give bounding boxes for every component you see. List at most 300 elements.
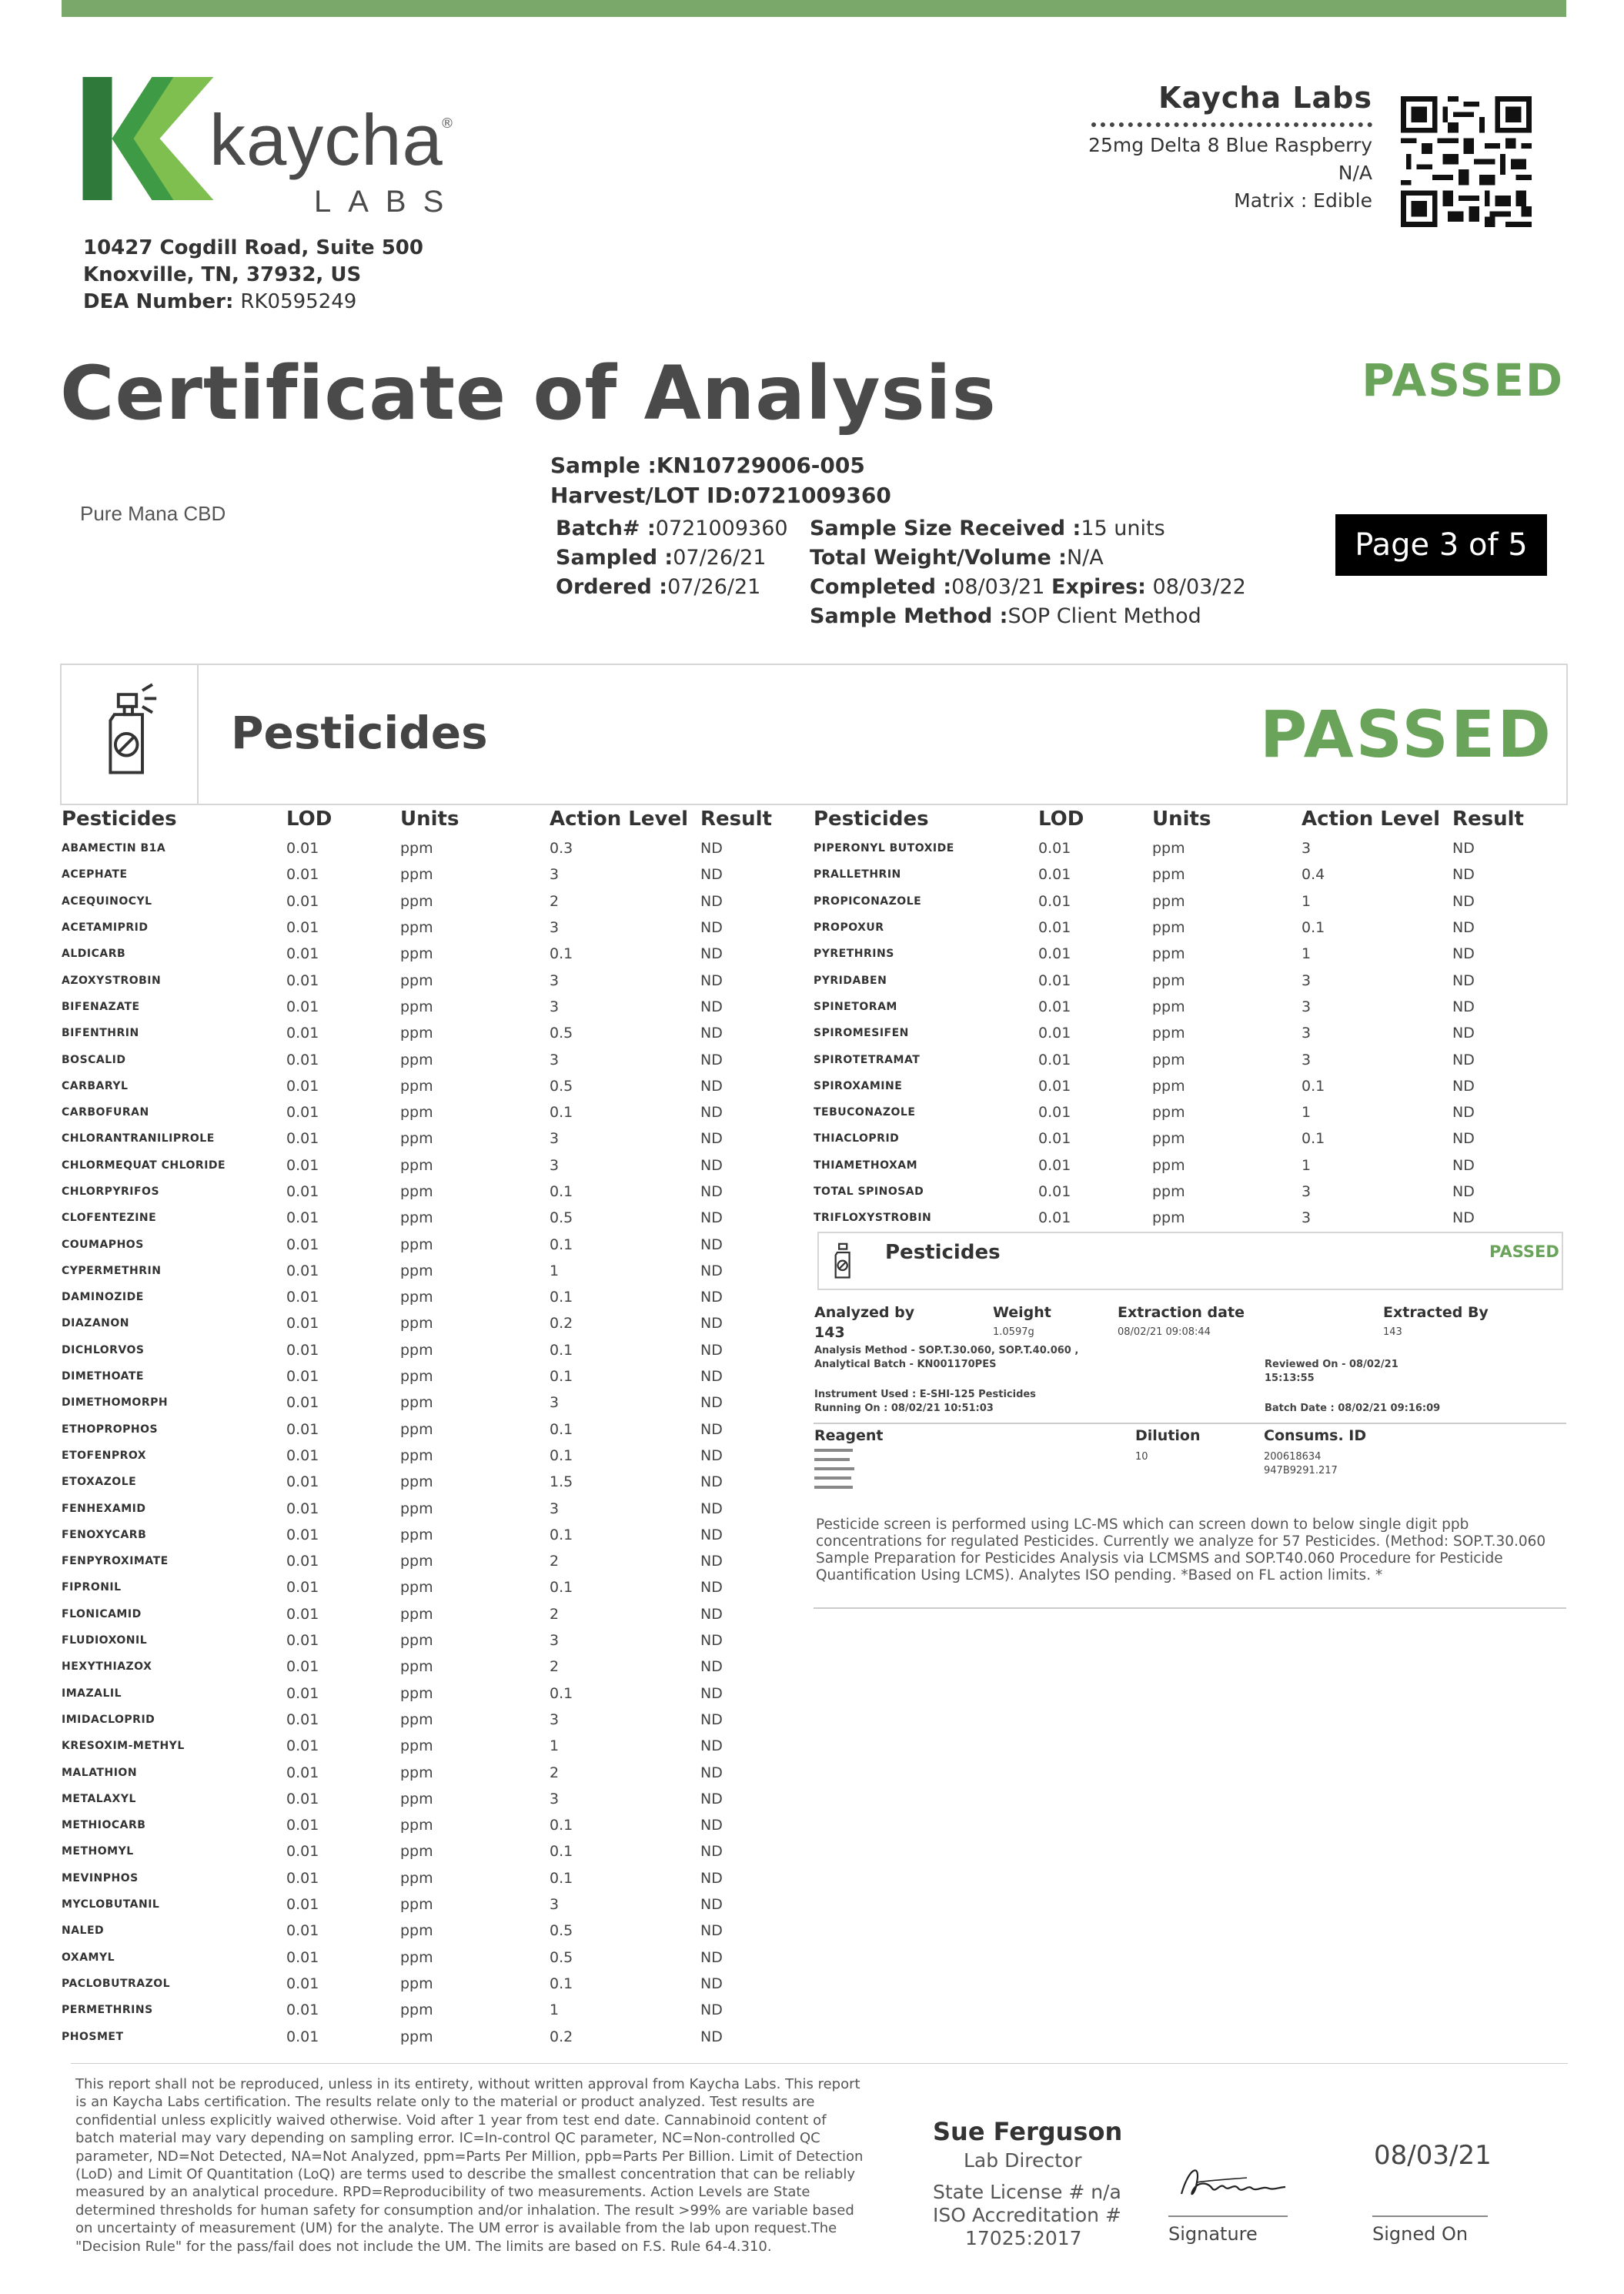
pesticide-name: HEXYTHIAZOX xyxy=(62,1660,152,1674)
lod-value: 0.01 xyxy=(286,1710,319,1728)
units-value: ppm xyxy=(400,1025,433,1042)
result-value: ND xyxy=(700,840,723,858)
sample-meta-right: Sample Size Received :15 units Total Weight/Volume :N/A Completed :08/03/21 Expires: 08/03/22 Sample Method :SOP Client Method xyxy=(810,517,1246,628)
lod-value: 0.01 xyxy=(286,1315,319,1333)
batch-date: Batch Date : 08/02/21 09:16:09 xyxy=(1265,1403,1441,1414)
units-value: ppm xyxy=(400,1394,433,1412)
result-value: ND xyxy=(700,1077,723,1095)
units-value: ppm xyxy=(1152,1130,1185,1148)
units-value: ppm xyxy=(1152,971,1185,989)
table-row xyxy=(814,941,1529,967)
lod-value: 0.01 xyxy=(286,919,319,937)
action-level-value: 3 xyxy=(1302,1209,1312,1227)
pesticide-name: PHOSMET xyxy=(62,2030,124,2043)
analyzed-by-label: Analyzed by xyxy=(814,1304,915,1321)
col-pesticides: Pesticides xyxy=(62,808,177,831)
result-value: ND xyxy=(700,1975,723,1992)
header-right xyxy=(1088,81,1372,215)
action-level-value: 3 xyxy=(550,971,560,989)
lod-value: 0.01 xyxy=(286,1394,319,1412)
section-status-badge: PASSED xyxy=(1259,697,1553,772)
action-level-value: 0.1 xyxy=(550,1341,573,1359)
table-row xyxy=(62,1258,777,1284)
pesticide-name: CLOFENTEZINE xyxy=(62,1212,157,1225)
lod-value: 0.01 xyxy=(1038,1051,1071,1068)
sampled-date: 07/26/21 xyxy=(673,546,767,570)
action-level-value: 0.5 xyxy=(550,1922,573,1940)
table-row xyxy=(62,1759,777,1785)
address-line-2: Knoxville, TN, 37932, US xyxy=(83,263,362,286)
action-level-value: 3 xyxy=(1302,1051,1312,1068)
units-value: ppm xyxy=(1152,1025,1185,1042)
result-value: ND xyxy=(700,1156,723,1174)
action-level-value: 3 xyxy=(550,1130,560,1148)
pesticide-name: CHLORMEQUAT CHLORIDE xyxy=(62,1159,226,1172)
pesticide-name: FIPRONIL xyxy=(62,1581,122,1594)
lod-value: 0.01 xyxy=(286,1869,319,1887)
pesticide-name: METHOMYL xyxy=(62,1845,134,1858)
action-level-value: 1 xyxy=(550,2001,560,2019)
pesticide-name: SPIROTETRAMAT xyxy=(814,1053,921,1066)
action-level-value: 0.1 xyxy=(550,1289,573,1306)
units-value: ppm xyxy=(1152,945,1185,963)
table-row xyxy=(62,1918,777,1944)
units-value: ppm xyxy=(400,919,433,937)
completed-date: 08/03/21 xyxy=(951,575,1045,599)
table-row xyxy=(62,1469,777,1495)
pesticide-name: CHLORANTRANILIPROLE xyxy=(62,1132,215,1145)
table-row xyxy=(814,1073,1529,1099)
dotted-divider xyxy=(1091,122,1372,132)
pesticide-name: FENHEXAMID xyxy=(62,1502,146,1515)
col-lod: LOD xyxy=(1038,808,1084,831)
units-value: ppm xyxy=(400,1368,433,1386)
col-result: Result xyxy=(700,808,772,831)
action-level-value: 3 xyxy=(1302,1025,1312,1042)
lod-value: 0.01 xyxy=(1038,919,1071,937)
lod-value: 0.01 xyxy=(286,892,319,910)
pesticide-name: PROPICONAZOLE xyxy=(814,895,922,908)
action-level-value: 3 xyxy=(1302,840,1312,858)
pesticide-name: METHIOCARB xyxy=(62,1819,146,1832)
action-level-value: 3 xyxy=(550,1896,560,1914)
pesticide-name: PACLOBUTRAZOL xyxy=(62,1977,171,1990)
lod-value: 0.01 xyxy=(1038,866,1071,884)
banner-icon-box xyxy=(60,664,199,805)
lod-value: 0.01 xyxy=(286,1737,319,1755)
lod-value: 0.01 xyxy=(286,866,319,884)
qr-code-icon[interactable] xyxy=(1401,96,1532,227)
result-value: ND xyxy=(700,1896,723,1914)
action-level-value: 0.1 xyxy=(550,1104,573,1122)
pesticide-name: DAMINOZIDE xyxy=(62,1291,144,1304)
lab-name: Kaycha Labs xyxy=(1158,81,1372,115)
action-level-value: 3 xyxy=(550,866,560,884)
table-row xyxy=(814,888,1529,915)
result-value: ND xyxy=(700,1605,723,1623)
signed-on-line xyxy=(1372,2215,1488,2217)
result-value: ND xyxy=(700,1843,723,1861)
lod-value: 0.01 xyxy=(286,1553,319,1570)
table-row xyxy=(814,861,1529,888)
action-level-value: 0.1 xyxy=(550,1817,573,1834)
pesticide-name: ETOXAZOLE xyxy=(62,1476,137,1489)
units-value: ppm xyxy=(400,945,433,963)
action-level-value: 3 xyxy=(550,1394,560,1412)
weight-value: 1.0597g xyxy=(993,1326,1034,1338)
action-level-value: 0.1 xyxy=(1302,1077,1325,1095)
table-row xyxy=(62,1099,777,1125)
table-row xyxy=(62,1389,777,1416)
consums-id-1: 200618634 xyxy=(1264,1451,1322,1463)
summary-status-badge: PASSED xyxy=(1489,1242,1559,1261)
signer-license: State License # n/a ISO Accreditation # 17025:2017 xyxy=(933,2181,1121,2249)
action-level-value: 0.2 xyxy=(550,1315,573,1333)
table-row xyxy=(62,1125,777,1152)
reagent-label: Reagent xyxy=(814,1427,884,1444)
table-row xyxy=(62,1522,777,1548)
action-level-value: 3 xyxy=(550,1051,560,1068)
result-value: ND xyxy=(700,971,723,989)
table-row xyxy=(62,1179,777,1205)
units-value: ppm xyxy=(400,840,433,858)
units-value: ppm xyxy=(400,1710,433,1728)
result-value: ND xyxy=(1452,945,1475,963)
units-value: ppm xyxy=(400,1104,433,1122)
pesticide-name: TOTAL SPINOSAD xyxy=(814,1185,924,1198)
action-level-value: 1 xyxy=(1302,1104,1312,1122)
lod-value: 0.01 xyxy=(1038,971,1071,989)
ordered-date: 07/26/21 xyxy=(667,575,761,599)
result-value: ND xyxy=(1452,1104,1475,1122)
lod-value: 0.01 xyxy=(286,1605,319,1623)
units-value: ppm xyxy=(1152,1209,1185,1227)
units-value: ppm xyxy=(400,1684,433,1702)
pesticide-name: PYRIDABEN xyxy=(814,974,887,987)
pesticide-name: DIMETHOMORPH xyxy=(62,1396,169,1410)
result-value: ND xyxy=(700,1025,723,1042)
action-level-value: 0.2 xyxy=(550,2028,573,2045)
analysis-method: Analysis Method - SOP.T.30.060, SOP.T.40.060 , xyxy=(814,1345,1079,1356)
lod-value: 0.01 xyxy=(286,1289,319,1306)
dilution-value: 10 xyxy=(1135,1451,1148,1463)
pesticide-name: ETOFENPROX xyxy=(62,1449,147,1462)
result-value: ND xyxy=(700,1632,723,1650)
dea-number: DEA Number: RK0595249 xyxy=(83,290,357,313)
top-accent-bar xyxy=(62,0,1566,17)
lod-value: 0.01 xyxy=(286,1975,319,1992)
registered-mark: ® xyxy=(440,115,454,132)
pesticide-name: OXAMYL xyxy=(62,1951,115,1964)
extracted-by-label: Extracted By xyxy=(1383,1304,1489,1321)
pesticide-name: AZOXYSTROBIN xyxy=(62,974,162,987)
lod-value: 0.01 xyxy=(286,1526,319,1543)
pesticides-table-right xyxy=(814,803,1529,1231)
lod-value: 0.01 xyxy=(286,1764,319,1781)
pesticide-name: ETHOPROPHOS xyxy=(62,1423,159,1436)
signer-name: Sue Ferguson xyxy=(933,2117,1123,2146)
result-value: ND xyxy=(700,1420,723,1438)
pesticide-name: COUMAPHOS xyxy=(62,1238,144,1251)
action-level-value: 0.1 xyxy=(550,1869,573,1887)
action-level-value: 0.1 xyxy=(550,1236,573,1253)
table-row xyxy=(62,1284,777,1310)
reagent-ids-blurred-icon xyxy=(814,1447,860,1493)
table-row xyxy=(814,994,1529,1020)
pesticide-name: SPIROMESIFEN xyxy=(814,1027,909,1040)
action-level-value: 1 xyxy=(550,1262,560,1279)
units-value: ppm xyxy=(400,1579,433,1597)
pesticide-name: SPINETORAM xyxy=(814,1000,897,1013)
result-value: ND xyxy=(700,1948,723,1966)
result-value: ND xyxy=(700,1790,723,1807)
table-row xyxy=(62,1891,777,1918)
table-row xyxy=(62,915,777,941)
table-row xyxy=(62,1971,777,1997)
lod-value: 0.01 xyxy=(1038,945,1071,963)
pesticide-name: FENOXYCARB xyxy=(62,1528,147,1541)
action-level-value: 0.1 xyxy=(550,1843,573,1861)
lod-value: 0.01 xyxy=(286,2001,319,2019)
extracted-by-value: 143 xyxy=(1383,1326,1402,1338)
lod-value: 0.01 xyxy=(286,1209,319,1227)
units-value: ppm xyxy=(1152,1156,1185,1174)
result-value: ND xyxy=(700,1315,723,1333)
lod-value: 0.01 xyxy=(286,1896,319,1914)
units-value: ppm xyxy=(400,1341,433,1359)
col-result: Result xyxy=(1452,808,1524,831)
action-level-value: 0.1 xyxy=(550,1579,573,1597)
result-value: ND xyxy=(700,1104,723,1122)
pesticide-name: DIMETHOATE xyxy=(62,1370,144,1383)
action-level-value: 2 xyxy=(550,892,560,910)
action-level-value: 2 xyxy=(550,1605,560,1623)
product-name: 25mg Delta 8 Blue Raspberry xyxy=(1088,134,1372,156)
lod-value: 0.01 xyxy=(1038,998,1071,1015)
units-value: ppm xyxy=(400,1420,433,1438)
units-value: ppm xyxy=(1152,866,1185,884)
units-value: ppm xyxy=(400,1843,433,1861)
result-value: ND xyxy=(700,866,723,884)
table-row xyxy=(814,835,1529,861)
table-row xyxy=(62,1231,777,1257)
table-header-row xyxy=(62,803,777,835)
batch-number: 0721009360 xyxy=(655,517,788,540)
action-level-value: 2 xyxy=(550,1764,560,1781)
units-value: ppm xyxy=(400,1764,433,1781)
table-row xyxy=(62,1416,777,1443)
pesticide-name: METALAXYL xyxy=(62,1792,136,1805)
action-level-value: 0.3 xyxy=(550,840,573,858)
action-level-value: 1 xyxy=(550,1737,560,1755)
pesticide-name: PROPOXUR xyxy=(814,921,884,935)
col-action-level: Action Level xyxy=(550,808,688,831)
table-row xyxy=(62,1046,777,1072)
units-value: ppm xyxy=(400,892,433,910)
lod-value: 0.01 xyxy=(286,1183,319,1200)
table-row xyxy=(62,861,777,888)
lod-value: 0.01 xyxy=(286,1262,319,1279)
action-level-value: 0.1 xyxy=(550,945,573,963)
table-row xyxy=(62,1654,777,1680)
total-weight: N/A xyxy=(1066,546,1104,570)
units-value: ppm xyxy=(400,1156,433,1174)
units-value: ppm xyxy=(400,1975,433,1992)
lod-value: 0.01 xyxy=(286,1684,319,1702)
dilution-label: Dilution xyxy=(1135,1427,1201,1444)
result-value: ND xyxy=(700,1684,723,1702)
table-row xyxy=(62,1495,777,1521)
pesticide-name: CARBARYL xyxy=(62,1079,129,1092)
pesticide-name: PYRETHRINS xyxy=(814,948,894,961)
pesticide-name: MYCLOBUTANIL xyxy=(62,1898,160,1911)
pesticide-name: BIFENAZATE xyxy=(62,1000,140,1013)
pesticide-name: CARBOFURAN xyxy=(62,1106,149,1119)
result-value: ND xyxy=(700,1579,723,1597)
units-value: ppm xyxy=(1152,1051,1185,1068)
result-value: ND xyxy=(1452,919,1475,937)
pesticide-name: IMIDACLOPRID xyxy=(62,1713,155,1726)
analyzed-by-value: 143 xyxy=(814,1324,845,1341)
units-value: ppm xyxy=(400,1077,433,1095)
page-indicator: Page 3 of 5 xyxy=(1335,514,1547,576)
action-level-value: 3 xyxy=(550,1710,560,1728)
lod-value: 0.01 xyxy=(286,1051,319,1068)
pesticide-name: TRIFLOXYSTROBIN xyxy=(814,1212,932,1225)
lod-value: 0.01 xyxy=(286,1104,319,1122)
lod-value: 0.01 xyxy=(286,998,319,1015)
table-row xyxy=(62,1707,777,1733)
result-value: ND xyxy=(700,1341,723,1359)
table-row xyxy=(814,915,1529,941)
pesticide-name: FLONICAMID xyxy=(62,1607,142,1620)
table-row xyxy=(62,1733,777,1759)
table-row xyxy=(814,1046,1529,1072)
pesticide-name: DICHLORVOS xyxy=(62,1343,145,1356)
units-value: ppm xyxy=(400,1922,433,1940)
table-row xyxy=(62,2023,777,2049)
units-value: ppm xyxy=(400,2001,433,2019)
lod-value: 0.01 xyxy=(1038,1156,1071,1174)
units-value: ppm xyxy=(400,1790,433,1807)
result-value: ND xyxy=(1452,892,1475,910)
units-value: ppm xyxy=(400,1948,433,1966)
pesticide-name: CYPERMETHRIN xyxy=(62,1264,162,1277)
table-row xyxy=(814,967,1529,993)
units-value: ppm xyxy=(1152,892,1185,910)
result-value: ND xyxy=(700,1209,723,1227)
action-level-value: 0.1 xyxy=(550,1684,573,1702)
running-on: Running On : 08/02/21 10:51:03 xyxy=(814,1403,994,1414)
result-value: ND xyxy=(700,998,723,1015)
spray-bottle-icon xyxy=(829,1238,861,1281)
client-name: Pure Mana CBD xyxy=(80,502,226,525)
action-level-value: 0.1 xyxy=(550,1975,573,1992)
result-value: ND xyxy=(700,1473,723,1491)
result-value: ND xyxy=(700,2001,723,2019)
signer-role: Lab Director xyxy=(964,2149,1082,2172)
pesticide-name: MALATHION xyxy=(62,1766,138,1779)
table-row xyxy=(814,1205,1529,1231)
lod-value: 0.01 xyxy=(286,1368,319,1386)
action-level-value: 0.1 xyxy=(550,1420,573,1438)
units-value: ppm xyxy=(400,1236,433,1253)
consums-id-2: 947B9291.217 xyxy=(1264,1465,1338,1476)
lod-value: 0.01 xyxy=(1038,1104,1071,1122)
page-title: Certificate of Analysis xyxy=(60,350,997,436)
spray-bottle-icon xyxy=(102,681,162,781)
result-value: ND xyxy=(700,1183,723,1200)
result-value: ND xyxy=(700,1869,723,1887)
signature-label: Signature xyxy=(1168,2223,1258,2245)
extraction-date-label: Extraction date xyxy=(1118,1304,1245,1321)
table-row xyxy=(62,1574,777,1600)
action-level-value: 0.1 xyxy=(1302,1130,1325,1148)
action-level-value: 0.4 xyxy=(1302,866,1325,884)
consums-id-label: Consums. ID xyxy=(1264,1427,1367,1444)
result-value: ND xyxy=(700,1394,723,1412)
pesticide-name: PRALLETHRIN xyxy=(814,868,901,881)
disclaimer-text: This report shall not be reproduced, unless in its entirety, without written approval from Kaycha Labs. This report is an Kaycha Labs certification. The results relate only to the material or product analyzed. Test results are confidential unless explicitly waived otherwise. Void after 1 year from test end date. Cannabinoid content of batch material may vary depending on sampling error. IC=In-control QC parameter, NC=Non-controlled QC parameter, ND=Not Detected, NA=Not Analyzed, ppm=Parts Per Million, ppb=Parts Per Billion. Limit of Detection (LoD) and Limit Of Quantitation (LoQ) are terms used to describe the smallest concentration that can be reliably measured by an analytical procedure. RPD=Reproducibility of two measurements. Action Levels are State determined thresholds for human safety for consumption and/or inhalation. The result >99% are variable based on uncertainty of measurement (UM) for the analyte. The UM error is available from the lab upon request.The "Decision Rule" for the pass/fail does not include the UM. The limits are based on F.S. Rule 64-4.310. xyxy=(75,2076,864,2255)
action-level-value: 3 xyxy=(550,1500,560,1517)
units-value: ppm xyxy=(1152,998,1185,1015)
action-level-value: 1 xyxy=(1302,1156,1312,1174)
lod-value: 0.01 xyxy=(286,1948,319,1966)
units-value: ppm xyxy=(400,1737,433,1755)
table-row xyxy=(62,1310,777,1336)
table-row xyxy=(814,1179,1529,1205)
lod-value: 0.01 xyxy=(1038,1025,1071,1042)
logo-wordmark: kaycha xyxy=(209,99,443,180)
lab-address xyxy=(83,235,423,316)
extraction-date-value: 08/02/21 09:08:44 xyxy=(1118,1326,1211,1338)
result-value: ND xyxy=(700,1236,723,1253)
result-value: ND xyxy=(1452,1183,1475,1200)
action-level-value: 0.5 xyxy=(550,1948,573,1966)
table-row xyxy=(62,1337,777,1363)
pesticide-name: ALDICARB xyxy=(62,948,126,961)
action-level-value: 0.1 xyxy=(550,1183,573,1200)
reviewed-on: Reviewed On - 08/02/21 xyxy=(1265,1359,1398,1370)
units-value: ppm xyxy=(1152,919,1185,937)
table-row xyxy=(62,835,777,861)
result-value: ND xyxy=(700,919,723,937)
table-row xyxy=(62,1205,777,1231)
action-level-value: 3 xyxy=(550,919,560,937)
lod-value: 0.01 xyxy=(286,1658,319,1676)
pesticide-name: TEBUCONAZOLE xyxy=(814,1106,916,1119)
lod-value: 0.01 xyxy=(286,1500,319,1517)
pesticide-name: BIFENTHRIN xyxy=(62,1027,139,1040)
summary-bottom-divider xyxy=(814,1607,1566,1609)
table-row xyxy=(62,1363,777,1389)
action-level-value: 3 xyxy=(1302,1183,1312,1200)
units-value: ppm xyxy=(400,1658,433,1676)
result-value: ND xyxy=(700,1817,723,1834)
action-level-value: 3 xyxy=(550,1632,560,1650)
lod-value: 0.01 xyxy=(1038,892,1071,910)
lod-value: 0.01 xyxy=(286,1817,319,1834)
col-action-level: Action Level xyxy=(1302,808,1440,831)
units-value: ppm xyxy=(400,866,433,884)
action-level-value: 0.1 xyxy=(550,1526,573,1543)
action-level-value: 3 xyxy=(1302,998,1312,1015)
units-value: ppm xyxy=(400,1183,433,1200)
action-level-value: 0.1 xyxy=(1302,919,1325,937)
table-row xyxy=(814,1125,1529,1152)
footer-divider xyxy=(71,2063,1568,2064)
result-value: ND xyxy=(1452,866,1475,884)
